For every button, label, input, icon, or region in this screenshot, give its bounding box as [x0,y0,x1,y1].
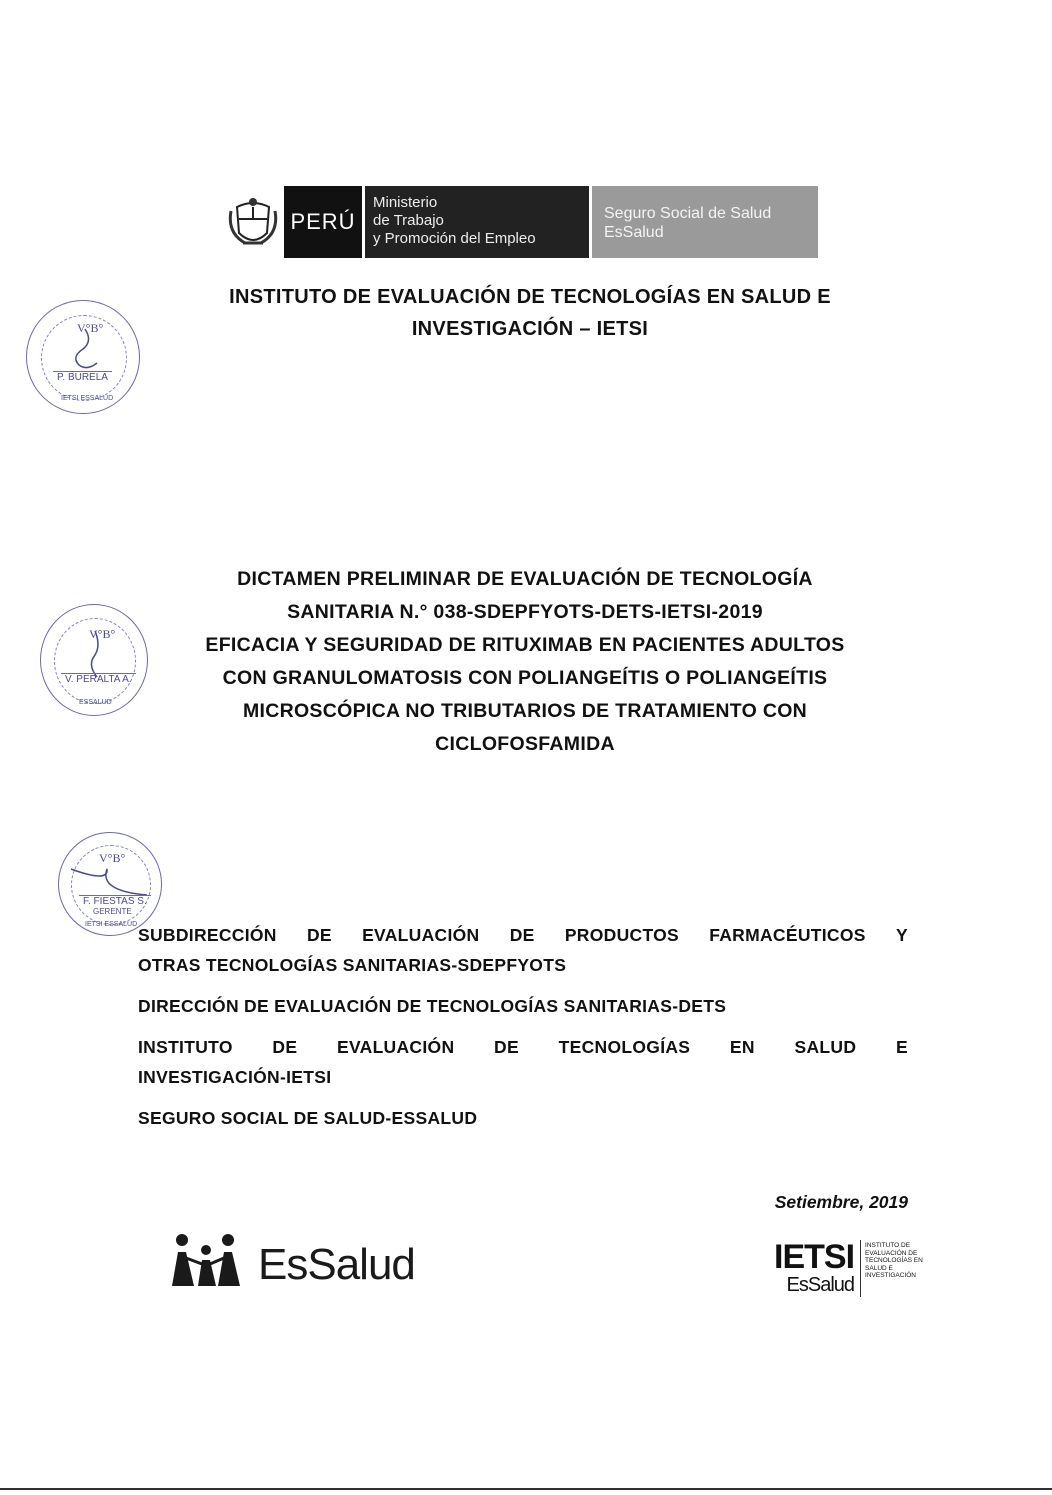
title-line: MICROSCÓPICA NO TRIBUTARIOS DE TRATAMIENTO CON [242,700,808,722]
heading-line: INVESTIGACIÓN – IETSI [411,318,649,340]
word: SALUD [794,1037,857,1057]
stamp-ring-text: IETSI ESSALUD [61,395,114,402]
essalud-logo [166,1230,415,1290]
header-banner [222,186,818,258]
title-line: SANITARIA N.° 038-SDEPFYOTS-DETS-IETSI-2019 [287,601,763,623]
ietsi-logo-text: IETSI [774,1238,855,1276]
ietsi-small-line: SALUD E [865,1264,893,1272]
word: DE [509,925,535,945]
word: PRODUCTOS [564,925,680,945]
coat-of-arms-icon [227,189,279,255]
essalud-logo-text: EsSalud [258,1240,415,1289]
country-label: PERÚ [284,186,362,258]
word: Y [895,925,908,945]
ietsi-small-line: INSTITUTO DE [865,1242,911,1249]
agency-line: Seguro Social de Salud [604,205,772,222]
stamp-ring-text: ESSALUD [79,699,112,706]
ministry-line: Ministerio [373,194,438,211]
peru-shield-logo [222,186,284,258]
word: SUBDIRECCIÓN [138,925,277,945]
ietsi-small-line: INVESTIGACIÓN [865,1272,916,1279]
ministry-line: de Trabajo [373,212,444,229]
word: EVALUACIÓN [336,1037,455,1057]
agency-name [592,186,818,258]
stamp-vb: V°B° [77,321,104,335]
ministry-line: y Promoción del Empleo [373,230,536,247]
document-title [150,563,900,761]
signature-icon [81,629,111,679]
organization-block [138,925,908,1129]
scan-edge-line [0,1488,1052,1490]
title-line: DICTAMEN PRELIMINAR DE EVALUACIÓN DE TECNOLOGÍA [237,568,813,590]
ietsi-logo-sub: EsSalud [786,1274,855,1296]
family-figures-icon [166,1230,258,1290]
stamp-ring-text: IETSI ESSALUD [85,921,138,928]
word: E [895,1037,908,1057]
ietsi-small-text [861,1240,923,1297]
org-line-justified [138,1037,908,1058]
org-line: DIRECCIÓN DE EVALUACIÓN DE TECNOLOGÍAS SANITARIAS-DETS [138,996,727,1016]
stamp-subtitle: GERENTE [93,907,132,916]
agency-line: EsSalud [604,224,664,241]
org-line-justified [138,925,908,946]
word: TECNOLOGÍAS [558,1037,691,1057]
word: DE [306,925,332,945]
org-line: SEGURO SOCIAL DE SALUD-ESSALUD [138,1108,478,1128]
word: FARMACÉUTICOS [709,925,866,945]
title-line: CICLOFOSFAMIDA [435,733,615,755]
institute-heading [120,286,940,341]
word: DE [494,1037,519,1057]
word: INSTITUTO [138,1037,233,1057]
approval-stamp [58,832,162,936]
stamp-name: V. PERALTA A. [61,673,136,685]
word: EN [729,1037,755,1057]
signature-icon [63,327,103,373]
stamp-name: P. BURELA [53,371,112,383]
org-line: INVESTIGACIÓN-IETSI [138,1067,332,1087]
title-line: CON GRANULOMATOSIS CON POLIANGEÍTIS O POLIANGEÍTIS [222,667,828,689]
stamp-vb: V°B° [89,627,116,641]
approval-stamp [26,300,140,414]
word: DE [272,1037,298,1057]
document-date: Setiembre, 2019 [774,1192,908,1212]
ietsi-logo [774,1240,923,1297]
stamp-vb: V°B° [99,851,126,865]
stamp-name: F. FIESTAS S. [79,895,151,907]
ministry-name [365,186,589,258]
word: EVALUACIÓN [362,925,480,945]
org-line: OTRAS TECNOLOGÍAS SANITARIAS-SDEPFYOTS [138,955,567,975]
title-line: EFICACIA Y SEGURIDAD DE RITUXIMAB EN PACIENTES ADULTOS [205,634,845,656]
ietsi-small-line: EVALUACIÓN DE [865,1249,918,1257]
heading-line: INSTITUTO DE EVALUACIÓN DE TECNOLOGÍAS EN SALUD E [229,286,831,308]
ietsi-small-line: TECNOLOGÍAS EN [865,1257,923,1264]
approval-stamp [40,604,148,716]
